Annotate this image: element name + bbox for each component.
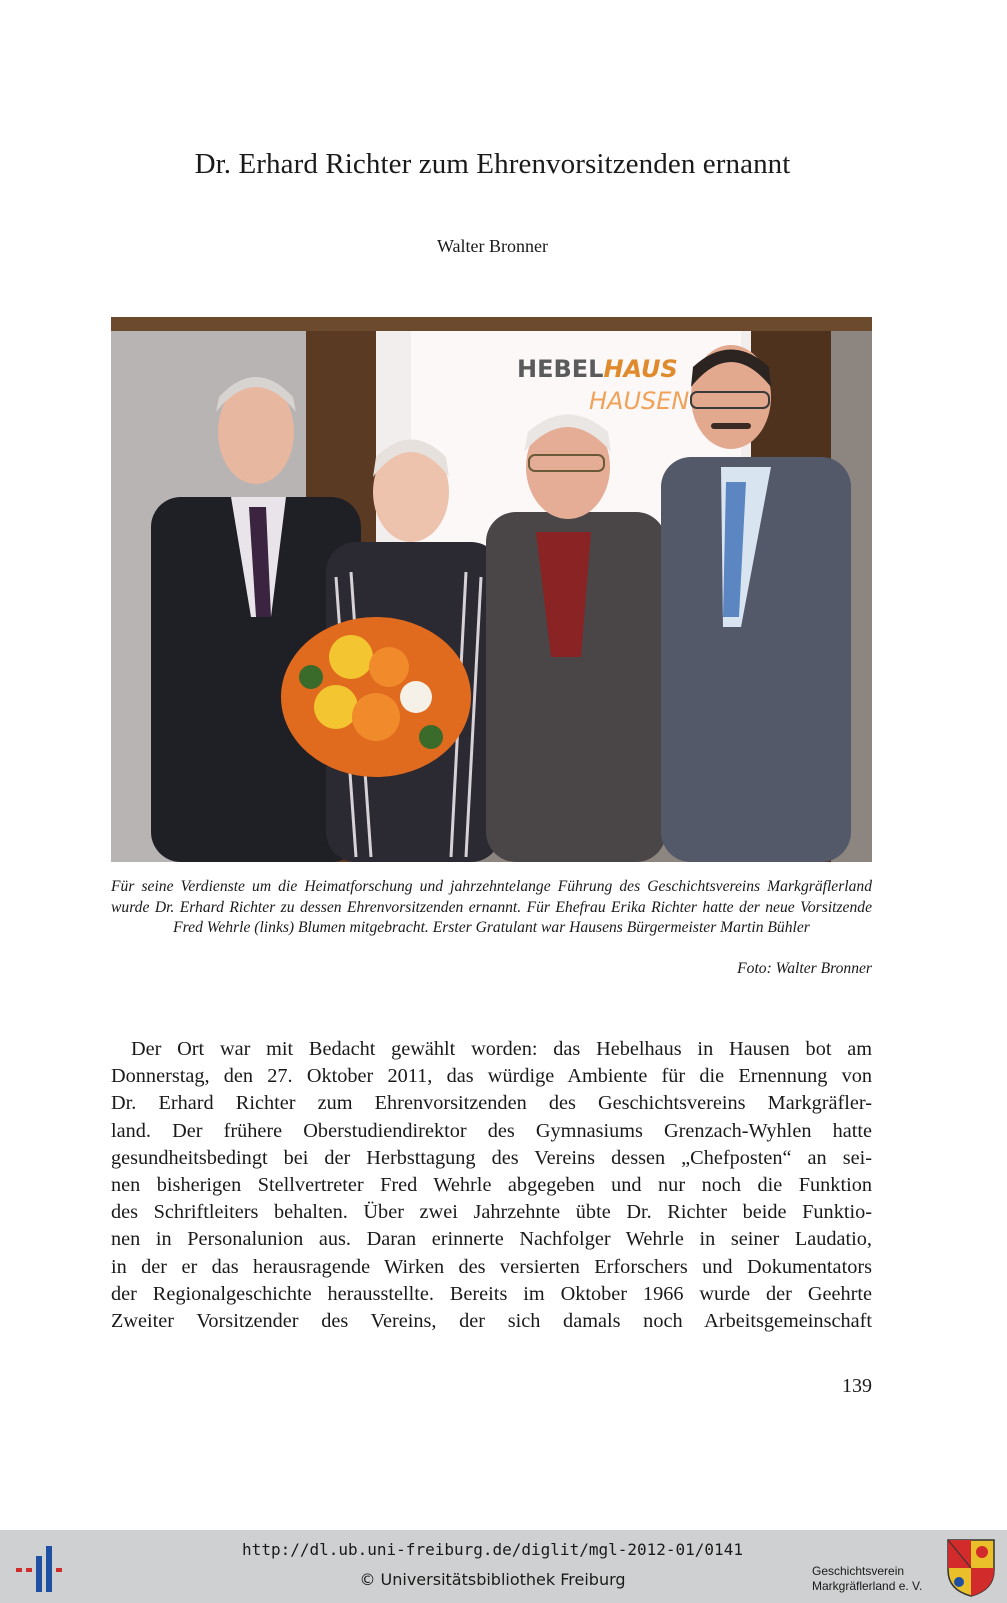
document-url[interactable]: http://dl.ub.uni-freiburg.de/diglit/mgl-2012-01/0141: [242, 1540, 743, 1559]
page-number: 139: [842, 1375, 872, 1397]
body-line: des Schriftleiters behalten. Über zwei Jahrzehnte übte Dr. Richter beide Funktio-: [111, 1201, 872, 1224]
society-name-line1: Geschichtsverein: [812, 1564, 905, 1578]
photo-sign-text: HEBELHAUS: [517, 355, 678, 383]
article-body: [111, 1036, 872, 1335]
photo-credit: Foto: Walter Bronner: [737, 960, 872, 977]
body-line: land. Der frühere Oberstudiendirektor des Gymnasiums Grenzach-Wyhlen hatte: [111, 1119, 872, 1142]
body-line: Dr. Erhard Richter zum Ehrenvorsitzenden des Geschichtsvereins Markgräfler-: [111, 1092, 872, 1115]
footer-bar: [0, 1530, 1007, 1603]
article-title: Dr. Erhard Richter zum Ehrenvorsitzenden ernannt: [194, 148, 791, 180]
coat-of-arms-icon: [946, 1538, 996, 1598]
society-name: [812, 1564, 942, 1594]
svg-text:HAUSEN: HAUSEN: [589, 387, 690, 415]
society-name-line2: Markgräflerland e. V.: [812, 1579, 923, 1593]
body-line: nen bisherigen Stellvertreter Fred Wehrle abgegeben und nur noch die Funktion: [111, 1174, 872, 1197]
photo-caption: Für seine Verdienste um die Heimatforschung und jahrzehntelange Führung des Geschichtsvereins Markgräflerland wurde Dr. Erhard Richter zu dessen Ehrenvorsitzenden ernannt. Für Ehefrau Erika Richter hatte der neue Vorsitzende Fred Wehrle (links) Blumen mitgebracht. Erster Gratulant war Hausens Bürgermeister Martin Bühler: [111, 878, 872, 936]
body-line: Donnerstag, den 27. Oktober 2011, das würdige Ambiente für die Ernennung von: [111, 1065, 872, 1088]
body-line: in der er das herausragende Wirken des versierten Erforschers und Dokumentators: [111, 1255, 872, 1278]
article-photo: [111, 317, 872, 862]
body-line: Zweiter Vorsitzender des Vereins, der sich damals noch Arbeitsgemeinschaft: [111, 1310, 872, 1333]
copyright-text: © Universitätsbibliothek Freiburg: [359, 1570, 626, 1589]
article-author: Walter Bronner: [436, 236, 548, 256]
body-line: der Regionalgeschichte herausstellte. Bereits im Oktober 1966 wurde der Geehrte: [111, 1282, 872, 1305]
body-line: Der Ort war mit Bedacht gewählt worden: das Hebelhaus in Hausen bot am: [131, 1038, 872, 1060]
body-line: nen in Personalunion aus. Daran erinnerte Nachfolger Wehrle in seiner Laudatio,: [111, 1228, 872, 1251]
body-line: gesundheitsbedingt bei der Herbsttagung des Vereins dessen „Chefposten“ an sei-: [111, 1146, 872, 1169]
